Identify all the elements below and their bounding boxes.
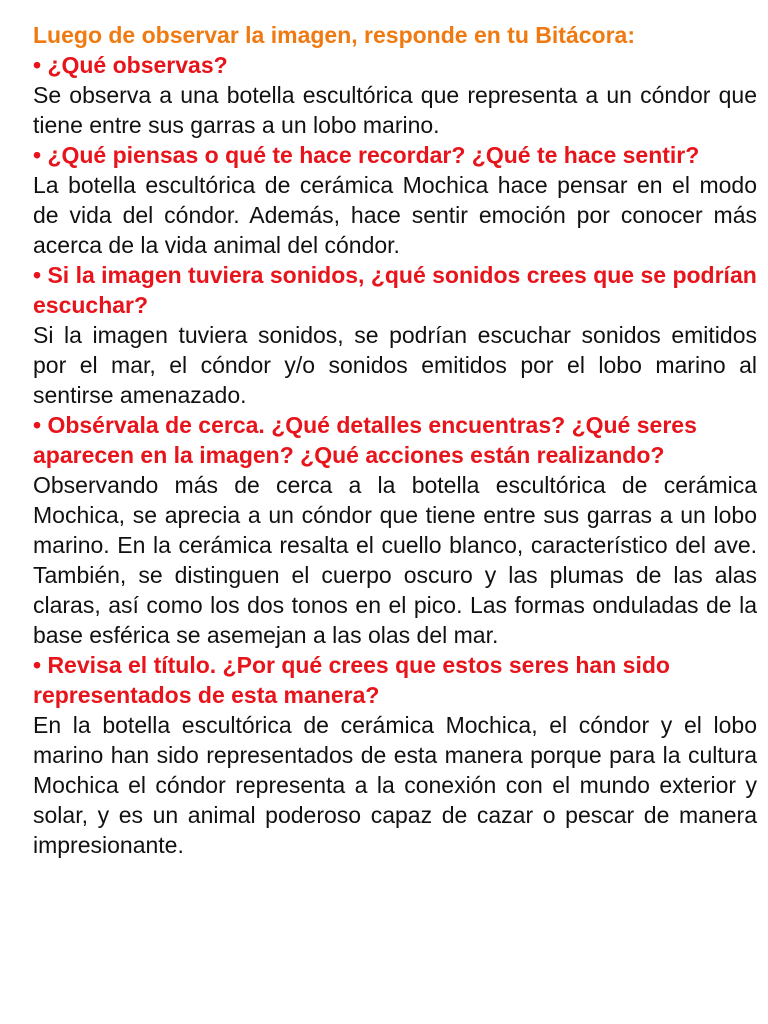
answer-4: Observando más de cerca a la botella escultórica de cerámica Mochica, se aprecia a un cóndor que tiene entre sus garras a un lobo marino. En la cerámica resalta el cuello blanco, característico del ave. También, se distinguen el cuerpo oscuro y las plumas de las alas claras, así como los dos tonos en el pico. Las formas onduladas de la base esférica se asemejan a las olas del mar. [33, 472, 757, 648]
question-2: • ¿Qué piensas o qué te hace recordar? ¿Qué te hace sentir? [33, 142, 700, 168]
answer-1: Se observa a una botella escultórica que representa a un cóndor que tiene entre sus garras a un lobo marino. [33, 82, 757, 138]
document-heading: Luego de observar la imagen, responde en tu Bitácora: [33, 22, 635, 48]
question-1: • ¿Qué observas? [33, 52, 228, 78]
answer-3: Si la imagen tuviera sonidos, se podrían escuchar sonidos emitidos por el mar, el cóndor y/o sonidos emitidos por el lobo marino al sentirse amenazado. [33, 322, 757, 408]
question-5: • Revisa el título. ¿Por qué crees que estos seres han sido representados de esta manera? [33, 652, 670, 708]
answer-5: En la botella escultórica de cerámica Mochica, el cóndor y el lobo marino han sido representados de esta manera porque para la cultura Mochica el cóndor representa a la conexión con el mundo exterior y solar, y es un animal poderoso capaz de cazar o pescar de manera impresionante. [33, 712, 757, 858]
document-page [33, 20, 757, 860]
question-3: • Si la imagen tuviera sonidos, ¿qué sonidos crees que se podrían escuchar? [33, 262, 757, 318]
answer-2: La botella escultórica de cerámica Mochica hace pensar en el modo de vida del cóndor. Además, hace sentir emoción por conocer más acerca de la vida animal del cóndor. [33, 172, 757, 258]
question-4: • Obsérvala de cerca. ¿Qué detalles encuentras? ¿Qué seres aparecen en la imagen? ¿Qué acciones están realizando? [33, 412, 697, 468]
